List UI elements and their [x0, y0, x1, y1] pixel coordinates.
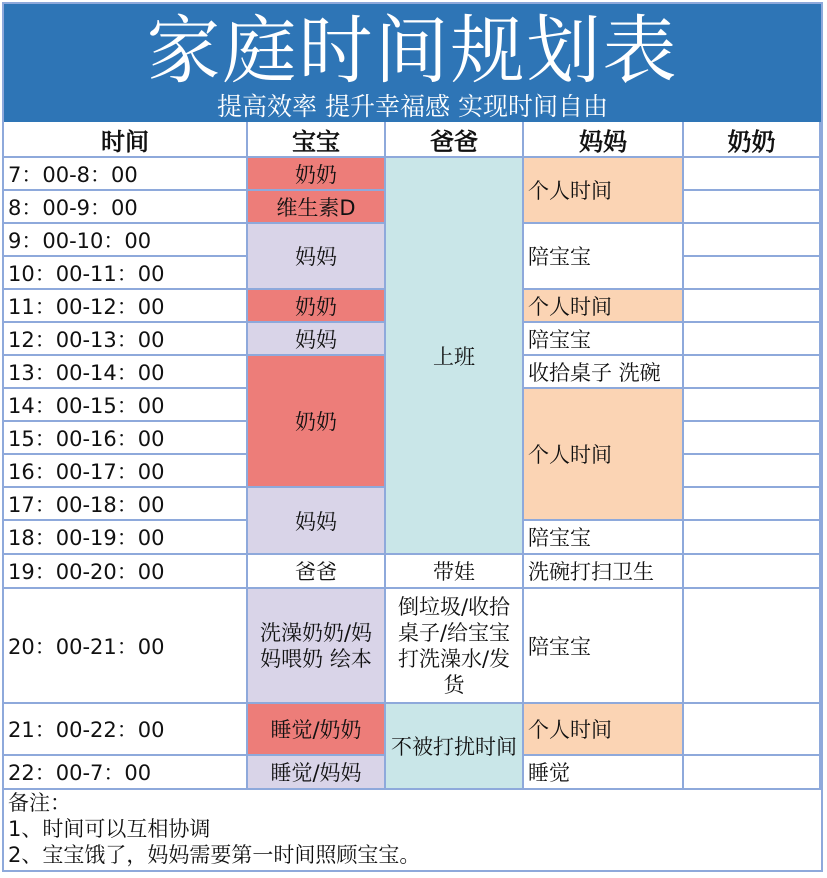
time-cell: 7：00-8：00 — [4, 158, 248, 191]
baby-cell: 洗澡奶奶/妈妈喂奶 绘本 — [248, 589, 386, 704]
baby-cell: 奶奶 — [248, 290, 386, 323]
header-dad: 爸爸 — [386, 122, 524, 158]
header-time: 时间 — [4, 122, 248, 158]
mom-cell: 陪宝宝 — [524, 521, 684, 555]
time-cell: 9：00-10：00 — [4, 224, 248, 257]
grandma-cell — [684, 257, 821, 290]
mom-cell: 陪宝宝 — [524, 589, 684, 704]
baby-cell: 睡觉/奶奶 — [248, 704, 386, 756]
mom-cell: 收拾桌子 洗碗 — [524, 356, 684, 389]
time-cell: 21：00-22：00 — [4, 704, 248, 756]
grandma-cell — [684, 224, 821, 257]
grandma-cell — [684, 290, 821, 323]
time-cell: 8：00-9：00 — [4, 191, 248, 224]
mom-cell: 个人时间 — [524, 290, 684, 323]
mom-cell: 睡觉 — [524, 756, 684, 790]
time-cell: 20：00-21：00 — [4, 589, 248, 704]
time-cell: 10：00-11：00 — [4, 257, 248, 290]
grandma-cell — [684, 191, 821, 224]
title-banner — [4, 4, 821, 122]
dad-cell: 不被打扰时间 — [386, 704, 524, 790]
time-cell: 15：00-16：00 — [4, 422, 248, 455]
baby-cell: 妈妈 — [248, 224, 386, 290]
notes-section — [4, 790, 821, 870]
dad-cell: 倒垃圾/收拾桌子/给宝宝打洗澡水/发货 — [386, 589, 524, 704]
grandma-cell — [684, 555, 821, 589]
dad-cell: 带娃 — [386, 555, 524, 589]
grandma-cell — [684, 704, 821, 756]
time-cell: 12：00-13：00 — [4, 323, 248, 356]
baby-cell: 妈妈 — [248, 323, 386, 356]
time-cell: 13：00-14：00 — [4, 356, 248, 389]
mom-cell: 陪宝宝 — [524, 323, 684, 356]
baby-cell: 奶奶 — [248, 356, 386, 488]
schedule-table — [4, 122, 821, 790]
grandma-cell — [684, 356, 821, 389]
mom-cell: 个人时间 — [524, 158, 684, 224]
baby-cell: 妈妈 — [248, 488, 386, 555]
time-cell: 19：00-20：00 — [4, 555, 248, 589]
mom-cell: 洗碗打扫卫生 — [524, 555, 684, 589]
baby-cell: 奶奶 — [248, 158, 386, 191]
schedule-sheet — [2, 2, 823, 872]
grandma-cell — [684, 158, 821, 191]
time-cell: 16：00-17：00 — [4, 455, 248, 488]
header-grandma: 奶奶 — [684, 122, 821, 158]
page-title: 家庭时间规划表 — [146, 8, 679, 94]
header-baby: 宝宝 — [248, 122, 386, 158]
grandma-cell — [684, 323, 821, 356]
grandma-cell — [684, 589, 821, 704]
mom-cell: 个人时间 — [524, 389, 684, 521]
dad-cell: 上班 — [386, 158, 524, 555]
time-cell: 22：00-7：00 — [4, 756, 248, 790]
grandma-cell — [684, 455, 821, 488]
baby-cell: 维生素D — [248, 191, 386, 224]
grandma-cell — [684, 488, 821, 521]
time-cell: 18：00-19：00 — [4, 521, 248, 555]
header-mom: 妈妈 — [524, 122, 684, 158]
time-cell: 17：00-18：00 — [4, 488, 248, 521]
baby-cell: 爸爸 — [248, 555, 386, 589]
grandma-cell — [684, 521, 821, 555]
page-subtitle: 提高效率 提升幸福感 实现时间自由 — [217, 92, 608, 121]
mom-cell: 个人时间 — [524, 704, 684, 756]
grandma-cell — [684, 422, 821, 455]
grandma-cell — [684, 389, 821, 422]
time-cell: 11：00-12：00 — [4, 290, 248, 323]
time-cell: 14：00-15：00 — [4, 389, 248, 422]
baby-cell: 睡觉/妈妈 — [248, 756, 386, 790]
grandma-cell — [684, 756, 821, 790]
notes-line: 1、时间可以互相协调 — [8, 817, 211, 841]
mom-cell: 陪宝宝 — [524, 224, 684, 290]
notes-label: 备注： — [8, 791, 71, 815]
notes-line: 2、宝宝饿了，妈妈需要第一时间照顾宝宝。 — [8, 843, 421, 867]
